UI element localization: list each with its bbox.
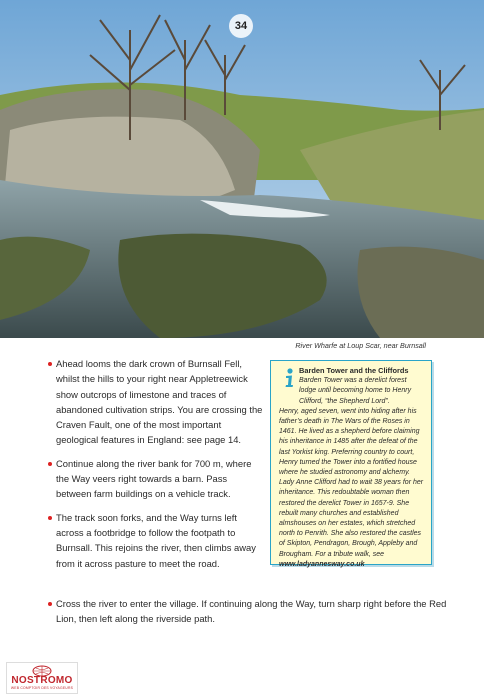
river-landscape-illustration [0, 0, 484, 338]
bullet-dot-icon [48, 362, 52, 366]
info-box [270, 360, 432, 568]
bullet-dot-icon [48, 462, 52, 466]
route-directions [48, 356, 263, 579]
photo-caption: River Wharfe at Loup Scar, near Burnsall [295, 341, 426, 350]
direction-item [48, 356, 263, 448]
direction-text: Ahead looms the dark crown of Burnsall Fell, whilst the hills to your right near Appletreewick show outcrops of limestone and traces of abandoned cultivation strips. You are crossing the Craven Fault, one of the most important geological features in England: see page 14. [56, 358, 263, 446]
direction-item [48, 510, 263, 571]
direction-text: The track soon forks, and the Way turns left across a footbridge to follow the footpath to Burnsall. This rejoins the river, then climbs away from it across pasture to meet the road. [56, 511, 256, 569]
nostromo-logo [6, 662, 78, 694]
direction-item [48, 456, 263, 502]
direction-text: Continue along the river bank for 700 m, where the Way veers right towards a barn. Pass between farm buildings on a vehicle track. [56, 457, 252, 500]
info-i-icon [280, 367, 298, 389]
tribute-walk-link[interactable]: www.ladyannesway.co.uk [279, 560, 365, 568]
info-box-text: Henry, aged seven, went into hiding after his father’s death in The Wars of the Roses in 1461. He lived as a shepherd before claiming his inheritance in 1485 after the defeat of the last Yorkist king. Preferring country to court, Henry turned the Tower into a fortified house where he studied astronomy and alchemy. Lady Anne Clifford had to wait 38 years for her inheritance. This redoubtable woman then restored the derelict Tower in 1657-9. She rebuilt many churches and established almshouses on her estates, which stretched north to Penrith. She also restored the castles of Skipton, Pendragon, Brough, Appleby and Brougham. For a tribute walk, see [279, 407, 424, 558]
logo-wordmark: NOSTROMO [11, 675, 73, 686]
info-box-body [279, 407, 425, 570]
river-photo [0, 0, 484, 338]
bullet-dot-icon [48, 516, 52, 520]
info-box-intro: Barden Tower was a derelict forest lodge until becoming home to Henry Clifford, “the Shepherd Lord”. [299, 377, 412, 405]
page-number: 34 [229, 14, 253, 38]
logo-tagline: WEB COMPTOIR DES VOYAGEURS [10, 686, 74, 690]
direction-item [48, 596, 456, 627]
globe-icon [31, 665, 53, 677]
bullet-dot-icon [48, 602, 52, 606]
direction-text: Cross the river to enter the village. If continuing along the Way, turn sharp right before the Red Lion, then left along the riverside path. [56, 598, 447, 625]
info-box-title: Barden Tower and the Cliffords [299, 366, 409, 375]
